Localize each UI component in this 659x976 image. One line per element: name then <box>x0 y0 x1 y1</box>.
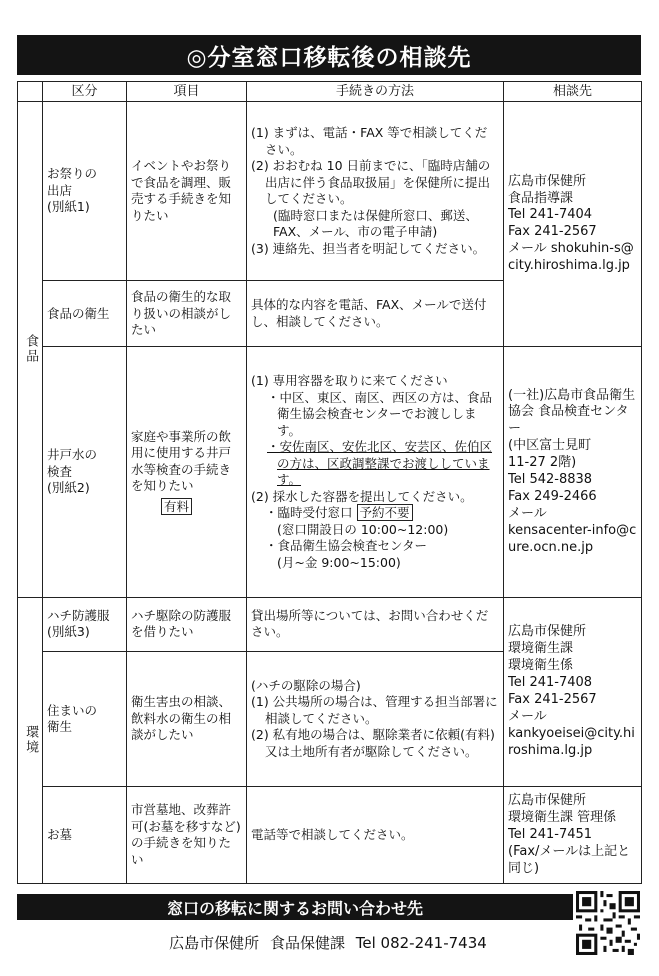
table-row <box>18 347 642 597</box>
row-item: 食品の衛生的な取り扱いの相談がしたい <box>127 281 247 347</box>
contact-food-guidance: 広島市保健所 食品指導課 Tel 241-7404 Fax 241-2567 メール shokuhin-s@city.hiroshima.lg.jp <box>504 102 642 347</box>
row-method: (ハチの駆除の場合) (1) 公共場所の場合は、管理する担当部署に相談してください。 (2) 私有地の場合は、駆除業者に依頼(有料)又は土地所有者が駆除してください。 <box>247 651 504 787</box>
qr-code-icon[interactable] <box>576 891 640 955</box>
row-kubun: お祭りの 出店 (別紙1) <box>43 102 127 281</box>
row-kubun: ハチ防護服 (別紙3) <box>43 597 127 651</box>
row-kubun: 住まいの 衛生 <box>43 651 127 787</box>
consultation-table <box>17 81 642 884</box>
table-row <box>18 787 642 884</box>
table-row <box>18 102 642 281</box>
row-item: 衛生害虫の相談、飲料水の衛生の相談がしたい <box>127 651 247 787</box>
inquiry-banner: 窓口の移転に関するお問い合わせ先 <box>17 894 573 920</box>
row-kubun: 食品の衛生 <box>43 281 127 347</box>
row-item: 家庭や事業所の飲用に使用する井戸水等検査の手続きを知りたい 有料 <box>127 347 247 597</box>
no-reservation-badge: 予約不要 <box>357 504 413 521</box>
contact-env-hygiene: 広島市保健所 環境衛生課 環境衛生係 Tel 241-7408 Fax 241-2567 メール kankyoeisei@city.hiroshima.lg.jp <box>504 597 642 787</box>
table-row <box>18 597 642 651</box>
page-title: ◎分室窓口移転後の相談先 <box>17 35 641 75</box>
row-kubun: 井戸水の 検査 (別紙2) <box>43 347 127 597</box>
row-item: イベントやお祭りで食品を調理、販売する手続きを知りたい <box>127 102 247 281</box>
row-method: 電話等で相談してください。 <box>247 787 504 884</box>
table-header-row <box>18 82 642 102</box>
contact-env-grave: 広島市保健所 環境衛生課 管理係 Tel 241-7451 (Fax/メールは上記と同じ) <box>504 787 642 884</box>
row-method: (1) まずは、電話・FAX 等で相談してください。 (2) おおむね 10 日前までに、「臨時店舗の出店に伴う食品取扱届」を保健所に提出してください。 (臨時窓口または保健所窓口、郵送、FAX、メール、市の電子申請) (3) 連絡先、担当者を明記してください。 <box>247 102 504 281</box>
header-contact: 相談先 <box>504 82 642 102</box>
header-kubun: 区分 <box>43 82 127 102</box>
header-item: 項目 <box>127 82 247 102</box>
header-method: 手続きの方法 <box>247 82 504 102</box>
header-blank <box>18 82 43 102</box>
row-item: ハチ駆除の防護服を借りたい <box>127 597 247 651</box>
row-method: 貸出場所等については、お問い合わせください。 <box>247 597 504 651</box>
row-kubun: お墓 <box>43 787 127 884</box>
fee-badge: 有料 <box>161 498 192 515</box>
row-item: 市営墓地、改葬許可(お墓を移すなど)の手続きを知りたい <box>127 787 247 884</box>
category-env: 環境 <box>18 597 43 883</box>
category-food: 食品 <box>18 102 43 597</box>
inquiry-contact: 広島市保健所 食品保健課 Tel 082-241-7434 <box>169 934 487 952</box>
contact-food-assoc: (一社)広島市食品衛生協会 食品検査センター (中区富士見町 11-27 2階) Tel 542-8838 Fax 249-2466 メール kensacenter-info@cure.ocn.ne.jp <box>504 347 642 597</box>
row-method: 具体的な内容を電話、FAX、メールで送付し、相談してください。 <box>247 281 504 347</box>
row-method: (1) 専用容器を取りに来てください ・中区、東区、南区、西区の方は、食品衛生協会検査センターでお渡しします。 ・安佐南区、安佐北区、安芸区、佐伯区の方は、区政調整課でお渡ししています。 (2) 採水した容器を提出してください。 ・臨時受付窓口 予約不要 (窓口開設日の 10:00~12:00) ・食品衛生協会検査センター (月~金 9:00~15:00) <box>247 347 504 597</box>
